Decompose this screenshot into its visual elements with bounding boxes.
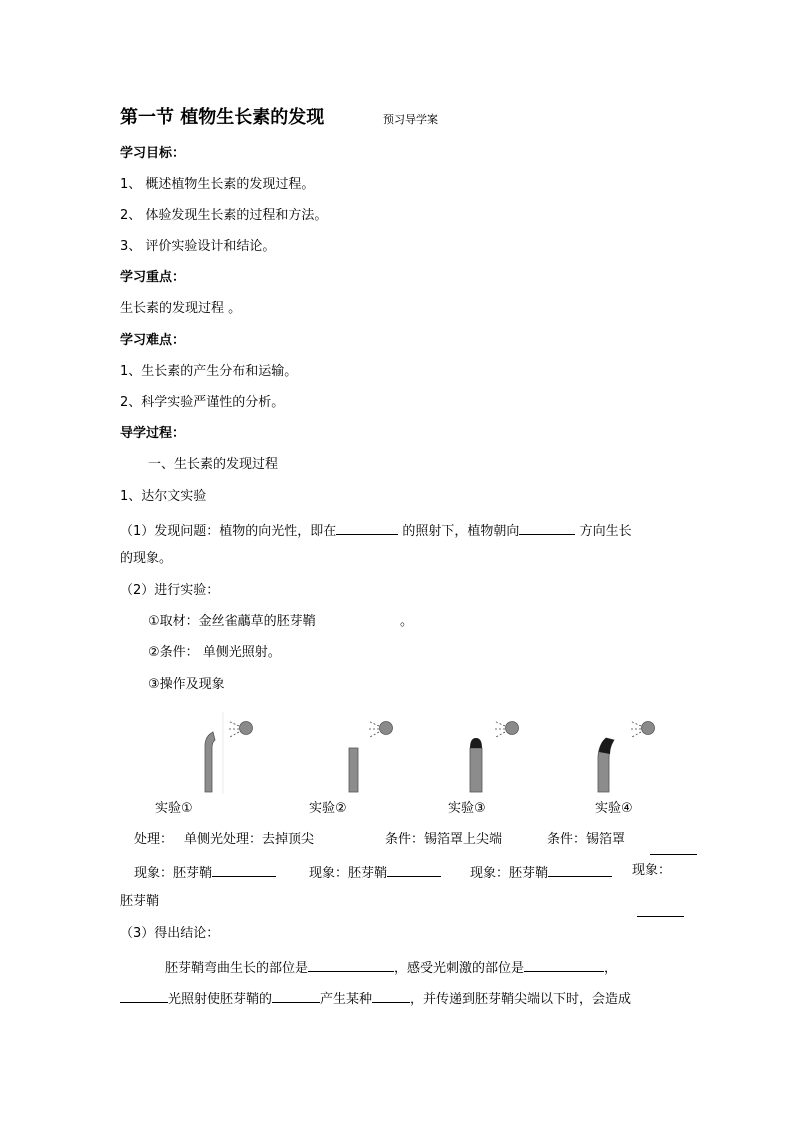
fill-blank[interactable] [272,988,320,1003]
page-title: 第一节 植物生长素的发现 [120,107,325,128]
fill-blank[interactable] [524,957,604,972]
conclusion-heading: （3）得出结论： [120,926,220,941]
conclusion-line-2: 光照射使胚芽鞘的 产生某种 ，并传递到胚芽鞘尖端以下时，会造成 [120,988,631,1009]
coleoptile-straight [470,748,482,792]
experiment-2-figure [340,712,410,794]
treatment-1: 单侧光处理：去掉顶尖 [184,832,315,847]
phenomenon-2: 现象：胚芽鞘 [309,862,441,883]
section-heading: 一、生长素的发现过程 [148,457,279,472]
condition-text: ②条件： 单侧光照射。 [148,645,281,660]
fill-blank[interactable] [650,854,697,855]
page-subtitle: 预习导学案 [383,113,438,126]
treatment-label: 处理： [134,832,174,847]
light-source-icon [630,721,655,737]
experiment-1-figure [195,712,265,794]
objective-item: 2、 体验发现生长素的过程和方法。 [120,208,328,223]
process-heading: 导学过程： [120,426,186,441]
treatment-2: 条件：锡箔罩上尖端 [385,832,503,847]
difficulties-heading: 学习难点： [120,333,186,348]
phenomenon-4: 现象： [632,863,672,878]
phenomenon-4-cont: 胚芽鞘 [120,894,160,909]
experiment-4-figure [590,712,662,794]
foil-cover [599,738,614,754]
experiment-heading: 1、达尔文实验 [120,489,207,504]
fill-blank[interactable] [637,916,684,917]
phenomenon-1: 现象：胚芽鞘 [134,862,276,883]
conclusion-line-1: 胚芽鞘弯曲生长的部位是 ，感受光刺激的部位是 ， [165,957,617,978]
fill-blank[interactable] [387,862,441,877]
experiment-label: 实验① [155,801,193,816]
light-source-icon [368,721,393,737]
key-points-heading: 学习重点： [120,270,186,285]
material-end: 。 [400,614,414,629]
experiment-label: 实验② [309,801,347,816]
foil-cap-tip [470,738,482,748]
difficulty-item: 2、科学实验严谨性的分析。 [120,395,285,410]
material-text: ①取材：金丝雀虉草的胚芽鞘 [148,614,316,629]
objective-item: 1、 概述植物生长素的发现过程。 [120,177,315,192]
fill-blank[interactable] [548,862,612,877]
light-source-icon [228,721,253,737]
phenomenon-3: 现象：胚芽鞘 [470,862,612,883]
question-2: （2）进行实验： [120,583,220,598]
fill-blank[interactable] [308,957,394,972]
question-1: （1）发现问题：植物的向光性，即在 的照射下，植物朝向 方向生长 [120,520,632,541]
coleoptile-decapitated [349,748,358,792]
coleoptile-bent [205,732,215,792]
fill-blank[interactable] [519,520,575,535]
experiment-label: 实验③ [448,801,486,816]
fill-blank[interactable] [212,862,276,877]
question-1-cont: 的现象。 [120,551,173,566]
fill-blank[interactable] [336,520,398,535]
experiment-3-figure [462,712,532,794]
fill-blank[interactable] [120,988,168,1003]
light-source-icon [494,721,519,737]
objective-item: 3、 评价实验设计和结论。 [120,239,276,254]
operation-text: ③操作及现象 [148,677,225,692]
treatment-3: 条件：锡箔罩 [547,832,626,847]
fill-blank[interactable] [372,988,410,1003]
objectives-heading: 学习目标： [120,146,186,161]
experiment-label: 实验④ [595,801,633,816]
key-points-text: 生长素的发现过程 。 [120,301,242,316]
difficulty-item: 1、生长素的产生分布和运输。 [120,364,298,379]
